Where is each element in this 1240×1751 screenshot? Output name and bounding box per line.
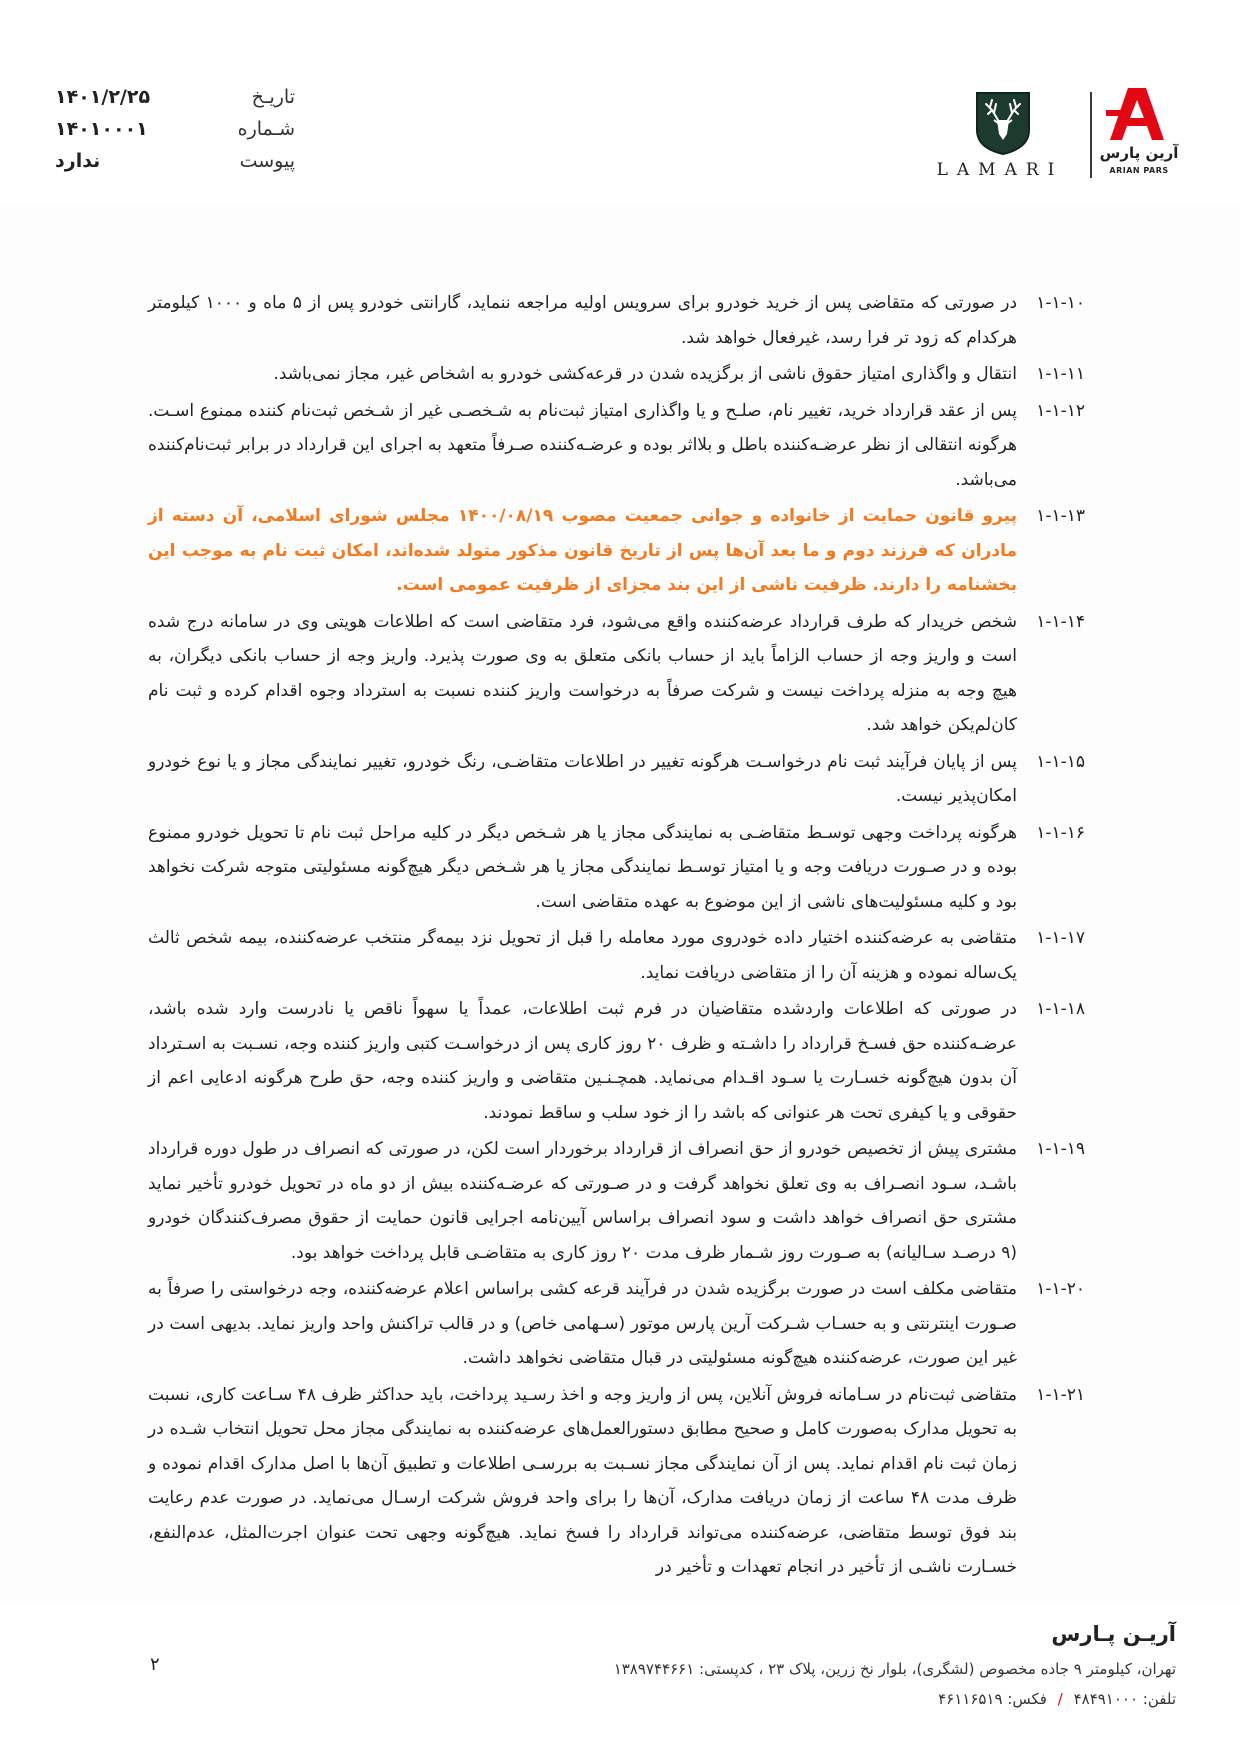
clause-number: ۱-۱-۱۶	[1036, 822, 1085, 843]
footer-contact	[938, 1690, 1176, 1708]
clause-number: ۱-۱-۱۰	[1036, 293, 1085, 313]
clause-1-1-14	[148, 605, 1085, 743]
lamari-logo	[930, 86, 1070, 186]
arian-logo-persian-text: آرین پارس	[1099, 144, 1179, 162]
number-value: ۱۴۰۱۰۰۰۱	[55, 118, 148, 140]
clause-1-1-17	[148, 921, 1085, 990]
page-number: ۲	[150, 1654, 160, 1675]
clause-number: ۱-۱-۲۱	[1036, 1384, 1085, 1405]
letterhead	[0, 0, 1240, 202]
clause-number: ۱-۱-۲۰	[1036, 1279, 1085, 1299]
clause-1-1-16	[148, 816, 1085, 920]
page-footer	[0, 1602, 1240, 1751]
clause-1-1-11	[148, 357, 1085, 392]
clause-text: مشتری پیش از تخصیص خودرو از حق انصراف از قرارداد برخوردار است لکن، در صورتی که انصراف در طول دوره قرارداد باشـد، سـود انصـراف به وی تعلق نخواهد گرفت و در صـورتی که عرضـه‌کننده بیش از دو ماه در تحویل خودرو تأخیر نماید مشتری حق انصراف خواهد داشت و سود انصراف براساس آیین‌نامه اجرایی قانون حمایت از حقوق مصرف‌کنندگان خودرو (۹ درصـد سـالیانه) به صـورت روز شـمار ظرف مدت ۲۰ روز کاری به متقاضـی قابل پرداخت خواهد بود.	[148, 1139, 1017, 1263]
footer-fax: فکس: ۴۶۱۱۶۵۱۹	[938, 1690, 1047, 1708]
clause-text: متقاضی مکلف است در صورت برگزیده شدن در فرآیند قرعه کشی براساس اعلام عرضه‌کننده، وجه درخواستی را صرفاً به صـورت اینترنتی و به حسـاب شـرکت آرین پارس موتور (سـهامی خاص) و در قالب تراکنش واحد واریز نماید. بدیهی است در غیر این صورت، عرضه‌کننده هیچ‌گونه مسئولیتی در قبال متقاضی نخواهد داشت.	[148, 1279, 1017, 1368]
lamari-wordmark: LAMARI	[936, 160, 1064, 180]
clause-text: در صورتی که متقاضی پس از خرید خودرو برای سرویس اولیه مراجعه ننماید، گارانتی خودرو پس از ۵ ماه و ۱۰۰۰ کیلومتر هرکدام که زود تر فرا رسد، غیرفعال خواهد شد.	[148, 293, 1018, 348]
clause-text: متقاضی ثبت‌نام در سـامانه فروش آنلاین، پس از واریز وجه و اخذ رسـید پرداخت، باید حداکثر ظرف ۴۸ سـاعت کاری، نسبت به تحویل مدارک به‌صورت کامل و صحیح مطابق دستورالعمل‌های عرضه‌کننده به نمایندگی مجاز محل تحویل انتخاب شـده در زمان ثبت نام اقدام نماید. پس از آن نمایندگی مجاز نسـبت به بررسـی اطلاعات و تطبیق آن‌ها با اصل مدارک اقدام نموده و ظرف مدت ۴۸ ساعت از زمان دریافت مدارک، آن‌ها را برای واحد فروش شرکت ارسـال می‌نماید. در صورت عدم رعایت بند فوق توسط متقاضی، عرضه‌کننده می‌تواند قرارداد را فسخ نماید. هیچ‌گونه وجهی تحت عنوان اجرت‌المثل، عدم‌النفع، خسـارت ناشـی از تأخیر در انجام تعهدات و تأخیر در	[148, 1384, 1018, 1577]
clause-text: پس از پایان فرآیند ثبت نام درخواسـت هرگونه تغییر در اطلاعات متقاضـی، رنگ خودرو، تغییر نمایندگی مجاز و یا نوع خودرو امکان‌پذیر نیست.	[148, 751, 1017, 806]
clause-1-1-12	[148, 394, 1085, 498]
attachment-label: پیوست	[239, 150, 295, 172]
clause-number: ۱-۱-۱۲	[1036, 400, 1085, 421]
date-label: تاریـخ	[251, 86, 295, 108]
footer-address: تهران، کیلومتر ۹ جاده مخصوص (لشگری)، بلوار نخ زرین، پلاک ۲۳ ، کدپستی: ۱۳۸۹۷۴۴۶۶۱	[613, 1660, 1176, 1678]
clause-1-1-18	[148, 992, 1085, 1130]
attachment-value: ندارد	[55, 150, 101, 172]
arian-logo-english-text: ARIAN PARS	[1109, 166, 1169, 175]
date-value: ۱۴۰۱/۲/۲۵	[55, 86, 151, 108]
clause-text-highlighted: پیرو قانون حمایت از خانواده و جوانی جمعیت مصوب ۱۴۰۰/۰۸/۱۹ مجلس شورای اسلامی، آن دسته از مادران که فرزند دوم و ما بعد آن‌ها پس از تاریخ قانون مذکور متولد شده‌اند، امکان ثبت نام به موجب این بخشنامه را دارند. ظرفیت ناشی از این بند مجزای از ظرفیت عمومی است.	[148, 506, 1018, 595]
number-label: شـماره	[237, 118, 295, 140]
arian-pars-logo	[1094, 86, 1184, 186]
clause-text: در صورتی که اطلاعات واردشده متقاضیان در فرم ثبت اطلاعات، عمداً یا سهواً ناقص یا نادرست وارد شده باشد، عرضـه‌کننده حق فسـخ قرارداد را داشـته و ظرف ۲۰ روز کاری پس از درخواسـت کتبی واریز کننده وجه، نسـبت به اسـترداد آن بدون هیچ‌گونه خسـارت یا سـود اقـدام می‌نماید. همچـنـین متقاضی و واریز کننده وجه، حق طرح هرگونه ادعایی اعم از حقوقی و یا کیفری تحت هر عنوانی که باشد را از خود سلب و ساقط نمودند.	[148, 999, 1017, 1123]
meta-row-number	[55, 118, 305, 150]
stag-shield-icon	[974, 90, 1032, 156]
meta-row-date	[55, 86, 305, 118]
clause-number: ۱-۱-۱۴	[1036, 611, 1085, 632]
clause-1-1-21	[148, 1378, 1085, 1585]
clause-number: ۱-۱-۱۸	[1036, 999, 1085, 1019]
clause-text: پس از عقد قرارداد خرید، تغییر نام، صلـح و یا واگذاری امتیاز ثبت‌نام به شـخصـی غیر از شـخص ثبت‌نام کننده ممنوع اسـت. هرگونه انتقالی از نظر عرضـه‌کننده باطل و بلااثر بوده و عرضـه‌کننده صـرفاً متعهد به اجرای این قرارداد در برابر ثبت‌نام‌کننده می‌باشد.	[148, 400, 1017, 490]
clause-number: ۱-۱-۱۹	[1036, 1139, 1085, 1159]
meta-row-attachment	[55, 150, 305, 182]
logo-divider	[1090, 92, 1092, 178]
clause-number: ۱-۱-۱۷	[1036, 928, 1085, 948]
clause-number: ۱-۱-۱۵	[1036, 751, 1085, 772]
clause-text: شخص خریدار که طرف قرارداد عرضه‌کننده واقع می‌شود، فرد متقاضی است که اطلاعات هویتی وی در سامانه درج شده است و واریز وجه از حساب الزاماً باید از حساب بانکی متعلق به وی صورت پذیرد. واریز وجه از حساب بانکی دیگران، به هیچ وجه به منزله پرداخت نیست و شرکت صرفاً به درخواست واریز کننده نسبت به استرداد وجوه اقدام کرده و ثبت نام کان‌لم‌یکن خواهد شد.	[148, 611, 1017, 735]
clause-text: هرگونه پرداخت وجهی توسـط متقاضـی به نمایندگی مجاز یا هر شـخص دیگر در کلیه مراحل ثبت نام تا تحویل خودرو ممنوع بوده و در صـورت دریافت وجه و یا امتیاز توسـط نمایندگی مجاز یا هر شـخص دیگر هیچ‌گونه مسئولیتی متوجه شرکت نخواهد بود و کلیه مسئولیت‌های ناشی از این موضوع به عهده متقاضی است.	[148, 822, 1017, 912]
footer-phone: تلفن: ۴۸۴۹۱۰۰۰	[1073, 1690, 1176, 1708]
clause-number: ۱-۱-۱۱	[1036, 364, 1085, 384]
clause-1-1-10	[148, 286, 1085, 355]
clause-1-1-15	[148, 745, 1085, 814]
footer-separator: /	[1057, 1690, 1063, 1708]
footer-company-name: آریـن پـارس	[1051, 1622, 1176, 1646]
clause-1-1-19	[148, 1132, 1085, 1270]
clause-1-1-20	[148, 1272, 1085, 1376]
clause-1-1-13	[148, 499, 1085, 603]
clause-number: ۱-۱-۱۳	[1036, 506, 1085, 526]
arian-a-mark-icon	[1106, 86, 1166, 142]
clause-text: متقاضی به عرضه‌کننده اختیار داده خودروی مورد معامله را قبل از تحویل نزد بیمه‌گر منتخب عرضه‌کننده، بیمه شخص ثالث یک‌ساله نموده و هزینه آن را از متقاضی دریافت نماید.	[148, 928, 1017, 983]
clauses-list	[148, 286, 1085, 1587]
document-meta	[55, 86, 305, 182]
clause-text: انتقال و واگذاری امتیاز حقوق ناشی از برگزیده شدن در قرعه‌کشی خودرو به اشخاص غیر، مجاز نمی‌باشد.	[273, 364, 1017, 384]
